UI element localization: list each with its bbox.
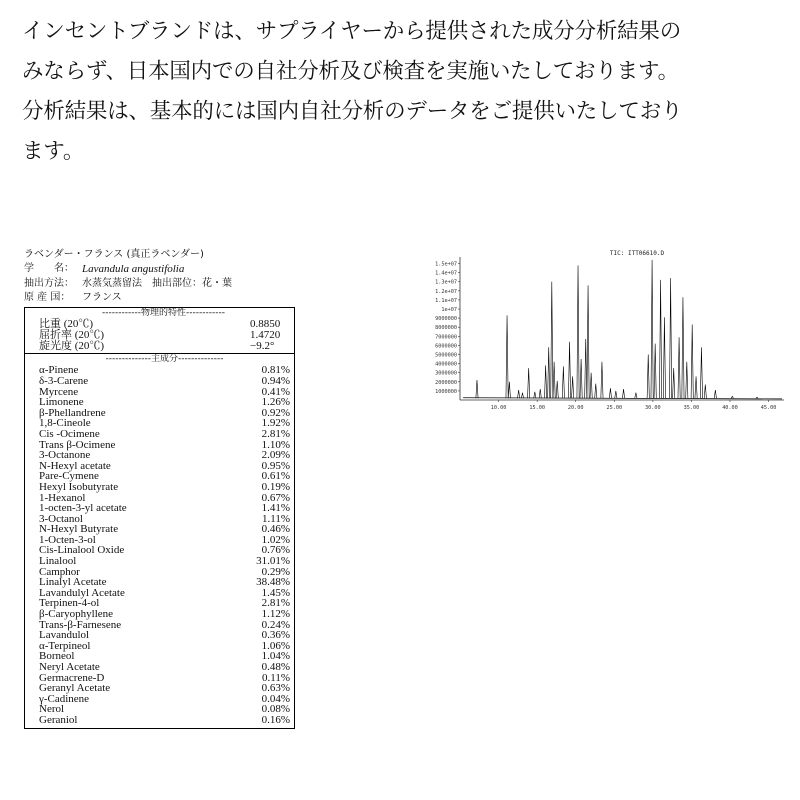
spec-row-botanical [24, 262, 309, 277]
component-percent: 1.12% [261, 608, 290, 621]
property-name: 旋光度 (20℃) [39, 339, 105, 352]
y-tick-label: 5000000 [435, 352, 457, 359]
intro-line: みならず、日本国内での自社分析及び検査を実施いたしております。 [22, 59, 679, 84]
chromatogram-peak [659, 280, 661, 398]
physical-row [39, 330, 288, 341]
component-name: Limonene [39, 396, 84, 409]
property-name: 屈折率 (20℃) [39, 328, 105, 341]
chromatogram-peak [595, 384, 597, 399]
chromatogram-peak [673, 368, 675, 398]
intro-line: 分析結果は、基本的には国内自社分析のデータをご提供いたしており [22, 99, 683, 124]
property-name: 比重 (20℃) [39, 318, 94, 330]
component-name: 1-octen-3-yl acetate [39, 502, 127, 515]
component-percent: 2.81% [261, 597, 290, 610]
spec-value-botanical-name: Lavandula angustifolia [82, 263, 185, 275]
chromatogram-peak [476, 380, 478, 398]
component-name: Hexyl Isobutyrate [39, 480, 119, 493]
components-header: --------------主成分-------------- [105, 354, 224, 365]
chromatogram-peak [562, 366, 564, 398]
component-percent: 1.11% [261, 512, 290, 525]
component-percent: 0.16% [261, 713, 290, 726]
chromatogram-peak [590, 373, 592, 398]
component-row [39, 545, 290, 556]
component-percent: 0.08% [261, 703, 290, 716]
physical-header: ------------物理的特性------------ [102, 308, 225, 318]
component-name: Pare-Cymene [39, 470, 99, 483]
chromatogram-peak [551, 282, 553, 398]
component-percent: 0.24% [261, 618, 290, 631]
chromatogram-peak [528, 368, 530, 398]
component-percent: 0.29% [261, 565, 290, 578]
component-name: Trans β-Ocimene [39, 438, 116, 451]
component-percent: 1.10% [261, 438, 290, 451]
x-tick-label: 40.00 [722, 405, 738, 411]
component-name: 1,8-Cineole [39, 417, 91, 430]
intro-line: インセントブランドは、サプライヤーから提供された成分分析結果の [22, 19, 682, 44]
component-percent: 0.94% [261, 374, 290, 387]
component-percent: 1.02% [261, 533, 290, 546]
chromatogram-peak [615, 391, 617, 398]
chromatogram-peak [548, 347, 550, 398]
physical-properties [25, 308, 294, 354]
chromatogram-peak [651, 260, 653, 398]
property-value: 1.4720 [250, 328, 281, 341]
chromatogram-peak [609, 388, 611, 398]
component-percent: 0.46% [261, 523, 290, 536]
component-name: Nerol [39, 703, 65, 716]
spec-row-origin [24, 291, 309, 305]
component-name: N-Hexyl acetate [39, 459, 111, 472]
spec-header [24, 248, 309, 305]
chromatogram-peak [731, 396, 733, 398]
component-name: Cis-Linalool Oxide [39, 544, 125, 557]
chromatogram-peak [521, 393, 523, 398]
spec-sheet [24, 248, 309, 729]
component-name: Germacrene-D [39, 671, 105, 684]
y-tick-label: 9000000 [435, 316, 457, 323]
x-tick-label: 20.00 [567, 405, 584, 411]
chromatogram-peak [756, 397, 758, 398]
component-percent: 2.09% [261, 449, 290, 462]
chromatogram-peak [587, 285, 589, 398]
y-tick-label: 8000000 [435, 325, 457, 332]
component-percent: 0.63% [261, 682, 290, 695]
property-value: 0.8850 [250, 318, 281, 330]
component-name: Geranyl Acetate [39, 682, 111, 695]
spec-table [24, 307, 295, 729]
y-tick-label: 3000000 [435, 370, 457, 377]
physical-row [39, 341, 288, 352]
intro-text [22, 12, 782, 172]
spec-key: 抽出方法： [24, 278, 74, 289]
chromatogram-peak [508, 382, 510, 398]
y-tick-label: 6000000 [435, 343, 457, 350]
chromatogram-peak [539, 389, 541, 398]
y-tick-label: 1.1e+07 [435, 297, 457, 304]
intro-line: ます。 [22, 139, 85, 164]
chromatogram-peak [545, 365, 547, 398]
chromatogram-peak [518, 390, 520, 398]
component-name: Camphor [39, 565, 80, 578]
component-row [39, 694, 290, 705]
component-percent: 0.95% [261, 459, 290, 472]
component-name: β-Phellandrene [39, 406, 106, 419]
x-tick-label: 15.00 [529, 405, 545, 411]
chromatogram-peak [670, 278, 672, 398]
chromatogram-peak [556, 381, 558, 398]
component-name: 1-Hexanol [39, 491, 86, 504]
component-percent: 0.61% [261, 470, 290, 483]
y-tick-label: 1.3e+07 [435, 279, 457, 286]
component-percent: 0.11% [261, 671, 290, 684]
component-percent: 1.45% [261, 586, 290, 599]
chromatogram-peak [601, 362, 603, 398]
component-name: Terpinen-4-ol [39, 597, 100, 610]
chromatogram-peak [654, 344, 656, 399]
chromatogram-peak [580, 359, 582, 398]
component-percent: 0.92% [261, 406, 290, 419]
main-components [25, 354, 294, 727]
component-percent: 1.26% [261, 396, 290, 409]
component-name: Linalyl Acetate [39, 576, 107, 589]
chromatogram-peak [686, 362, 688, 398]
component-row [39, 482, 290, 493]
y-tick-label: 7000000 [435, 334, 457, 341]
chromatogram-peak [647, 355, 649, 399]
y-tick-label: 1.2e+07 [435, 288, 457, 295]
y-tick-label: 4000000 [435, 361, 457, 368]
component-name: α-Pinene [39, 364, 79, 377]
component-percent: 0.19% [261, 480, 290, 493]
component-percent: 0.76% [261, 544, 290, 557]
chromatogram-peak [704, 385, 706, 399]
component-percent: 38.48% [256, 576, 290, 589]
chromatogram-peak [700, 347, 702, 398]
component-row [39, 715, 290, 726]
chromatogram-peak [568, 342, 570, 398]
component-percent: 1.04% [261, 650, 290, 663]
component-percent: 0.41% [261, 385, 290, 398]
spec-value: 水蒸気蒸留法 抽出部位：花・葉 [82, 278, 232, 289]
chart-title: TIC: ITT06610.D [609, 250, 665, 257]
component-percent: 31.01% [256, 555, 290, 568]
component-name: γ-Cadinene [39, 692, 90, 705]
chromatogram-peak [534, 392, 536, 398]
x-tick-label: 10.00 [490, 405, 507, 411]
chromatogram-peak [635, 393, 637, 398]
component-name: Lavandulol [39, 629, 90, 642]
component-percent: 2.81% [261, 427, 290, 440]
spec-key: 原 産 国： [24, 292, 71, 303]
chromatogram-peak [663, 317, 665, 398]
gc-ms-chromatogram [412, 245, 790, 415]
chromatogram-peak [691, 324, 693, 398]
component-percent: 1.06% [261, 639, 290, 652]
component-row [39, 641, 290, 652]
component-row [39, 429, 290, 440]
y-tick-label: 1000000 [435, 388, 457, 395]
component-name: Myrcene [39, 385, 79, 398]
property-value: −9.2° [250, 339, 275, 352]
component-name: δ-3-Carene [39, 374, 89, 387]
component-name: Geraniol [39, 713, 78, 726]
component-name: Neryl Acetate [39, 661, 100, 674]
component-name: Borneol [39, 650, 75, 663]
chromatogram-peak [572, 376, 574, 398]
x-tick-label: 30.00 [645, 405, 661, 411]
component-percent: 1.92% [261, 417, 290, 430]
component-name: Trans-β-Farnesene [39, 618, 122, 631]
component-name: 3-Octanone [39, 449, 91, 462]
component-name: β-Caryophyllene [39, 608, 114, 621]
component-percent: 0.67% [261, 491, 290, 504]
component-name: α-Terpineol [39, 639, 91, 652]
chromatogram-peak [622, 389, 624, 398]
component-percent: 0.81% [261, 364, 290, 377]
component-row [39, 376, 290, 387]
component-name: 3-Octanol [39, 512, 83, 525]
component-name: Cis -Ocimene [39, 427, 100, 440]
component-percent: 0.48% [261, 661, 290, 674]
y-tick-label: 1.4e+07 [435, 270, 457, 277]
x-tick-label: 45.00 [760, 405, 777, 411]
chromatogram-peak [695, 376, 697, 398]
chromatogram-peak [553, 362, 555, 398]
x-tick-label: 35.00 [683, 405, 700, 411]
component-name: 1-Octen-3-ol [39, 533, 96, 546]
y-tick-label: 2000000 [435, 379, 457, 386]
y-tick-label: 1.5e+07 [435, 261, 457, 268]
x-tick-label: 25.00 [606, 405, 623, 411]
component-name: Lavandulyl Acetate [39, 586, 125, 599]
chromatogram-peak [585, 339, 587, 398]
chromatogram-peak [678, 337, 680, 398]
spec-title: ラベンダー・フランス (真正ラベンダー) [24, 249, 204, 260]
component-name: Linalool [39, 555, 77, 568]
component-percent: 0.04% [261, 692, 290, 705]
spec-value: フランス [82, 292, 122, 303]
component-name: N-Hexyl Butyrate [39, 523, 119, 536]
chromatogram-peak [506, 315, 508, 398]
y-tick-label: 1e+07 [441, 307, 457, 314]
chromatogram-peak [714, 390, 716, 398]
component-percent: 1.41% [261, 502, 290, 515]
spec-key: 学 名： [24, 263, 74, 274]
chromatogram-peak [682, 297, 684, 398]
component-percent: 0.36% [261, 629, 290, 642]
spec-row-extraction [24, 277, 309, 291]
chromatogram-peak [577, 265, 579, 398]
